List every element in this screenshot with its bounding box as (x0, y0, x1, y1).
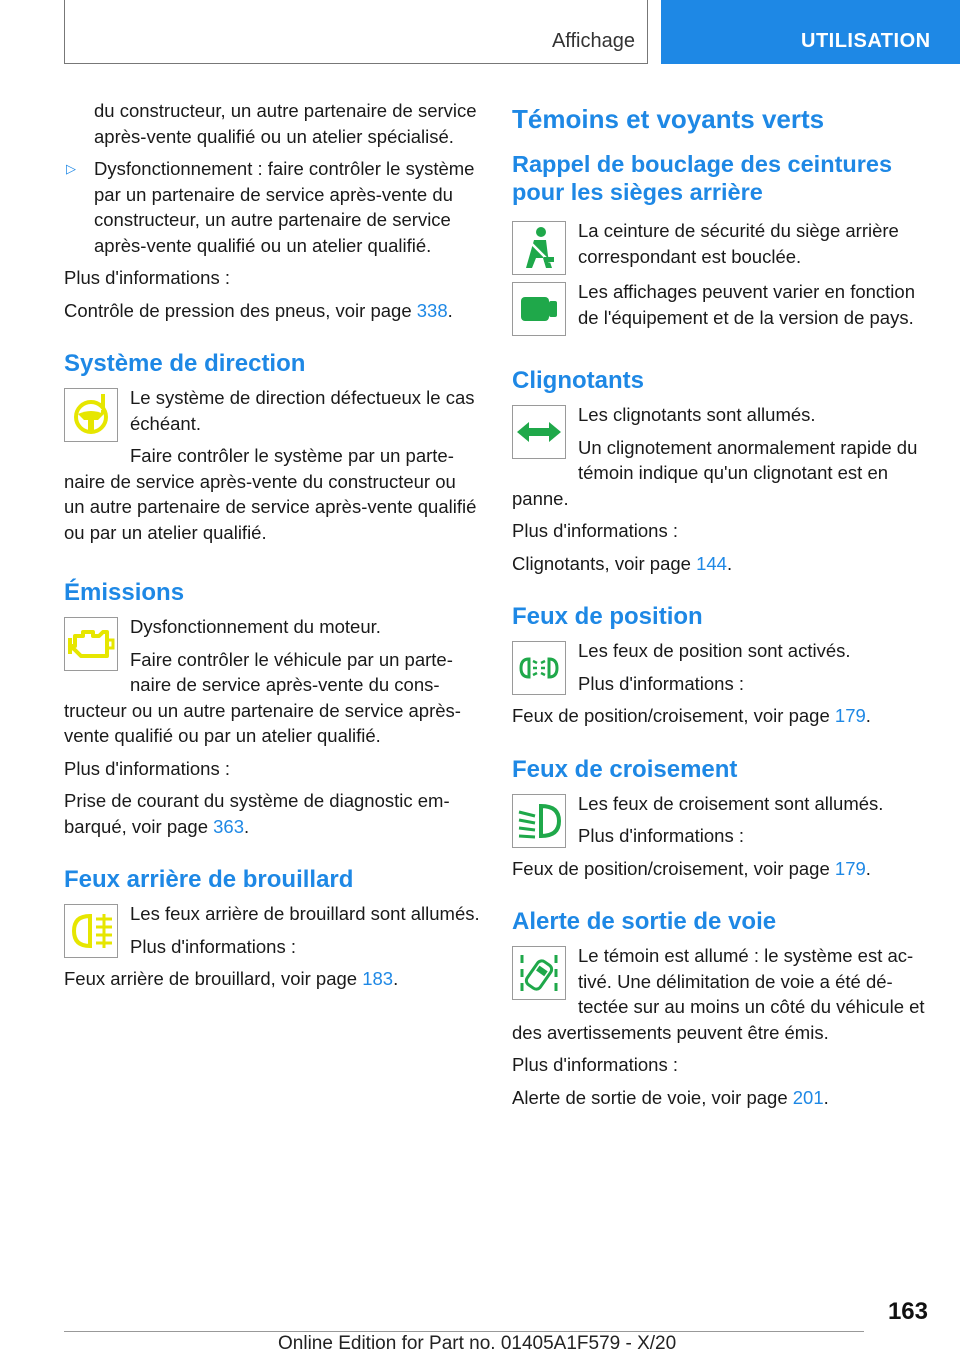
engine-check-icon (64, 617, 118, 671)
page-number: 163 (887, 1298, 928, 1325)
lane-departure-text-1: Le témoin est allumé : le système est activé. Une délimitation de voie a été détectée sur au moins un côté du véhicule et des avertissements peuvent être émis. (512, 945, 925, 1043)
footer-divider (64, 1331, 864, 1332)
turn-signal-text-1: Les clignotants sont allumés. (578, 404, 816, 425)
emissions-section (64, 578, 480, 839)
emissions-title: Émissions (64, 579, 185, 606)
low-beam-title: Feux de croisement (512, 755, 738, 783)
position-lights-section (512, 602, 928, 729)
header-section-title: Affichage (551, 30, 635, 52)
seatbelt-icon (512, 221, 566, 275)
position-lights-ref: Feux de position/croisement, voir page 179. (512, 705, 871, 726)
right-column (512, 102, 928, 1117)
position-lights-more-info: Plus d'informations : (578, 672, 744, 694)
rear-fog-ref: Feux arrière de brouillard, voir page 183. (64, 968, 399, 989)
rear-fog-title: Feux arrière de brouillard (64, 866, 354, 893)
bullet-item (64, 156, 480, 258)
belt-row-2 (512, 279, 928, 340)
left-column (64, 98, 480, 999)
lane-departure-title: Alerte de sortie de voie (512, 908, 777, 935)
emissions-text-2: Faire contrôler le véhicule par un partenaire de service après-vente du constructeur ou un autre partenaire de service après-vente qualifié ou par un atelier qualifié. (64, 648, 461, 746)
turn-signal-page-link[interactable]: 144 (696, 552, 727, 574)
belt-text-2: Les affichages peuvent varier en fonction de l'équipement et de la version de pays. (578, 281, 915, 328)
bullet-text: Dysfonctionnement : faire contrôler le système par un partenaire de service après-vente du constructeur, un autre partenaire de service après-vente qualifié ou un atelier qualifié. (94, 158, 475, 256)
turn-signal-more-info: Plus d'informations : (512, 520, 678, 541)
position-lights-icon (512, 641, 566, 695)
steering-title: Système de direction (64, 350, 306, 377)
low-beam-text-1: Les feux de croisement sont allumés. (578, 792, 884, 814)
lane-departure-icon (512, 946, 566, 1000)
green-indicators-title: Témoins et voyants verts (512, 104, 825, 134)
belt-row-1 (512, 218, 928, 279)
rear-fog-page-link[interactable]: 183 (362, 968, 394, 989)
emissions-text-1: Dysfonctionnement du moteur. (130, 616, 381, 637)
low-beam-icon (512, 794, 566, 848)
belt-text-1: La ceinture de sécurité du siège arrière correspondant est bouclée. (578, 220, 899, 267)
steering-text-2: Faire contrôler le système par un partenaire de service après-vente du constructeur ou un autre partenaire de service après-vente qualifié ou par un atelier qualifié. (64, 445, 477, 543)
steering-warning-icon (64, 388, 118, 442)
steering-text-1: Le système de direction défectueux le cas échéant. (130, 387, 475, 434)
tire-pressure-page-link[interactable]: 338 (416, 299, 448, 321)
low-beam-ref: Feux de position/croisement, voir page 179. (512, 857, 871, 879)
rear-fog-section (64, 865, 480, 992)
turn-signal-section (512, 366, 928, 576)
turn-signal-icon (512, 405, 566, 459)
position-lights-text-1: Les feux de position sont activés. (578, 640, 851, 661)
belt-status-icon (512, 282, 566, 336)
low-beam-section (512, 755, 928, 882)
rear-fog-light-icon (64, 904, 118, 958)
diagnostic-page-link[interactable]: 363 (213, 815, 245, 837)
turn-signal-title: Clignotants (512, 367, 644, 394)
steering-section (64, 349, 480, 552)
turn-signal-text-2: Un clignotement anormalement rapide du témoin indique qu'un clignotant est en panne. (512, 436, 918, 509)
tire-pressure-ref: Contrôle de pression des pneus, voir page 338. (64, 299, 453, 321)
footer-edition: Online Edition for Part no. 01405A1F579 - X/20 (278, 1333, 677, 1354)
turn-signal-ref: Clignotants, voir page 144. (512, 552, 733, 574)
continuation-text: du constructeur, un autre partenaire de service après-vente qualifié ou un atelier spécialisé. (94, 100, 477, 147)
header-chapter-tab: UTILISATION (661, 0, 960, 64)
position-lights-title: Feux de position (512, 603, 703, 630)
header-section-box (64, 0, 648, 64)
bullet-triangle-icon: ▷ (66, 161, 76, 176)
lane-departure-ref: Alerte de sortie de voie, voir page 201. (512, 1086, 829, 1108)
low-beam-more-info: Plus d'informations : (578, 825, 744, 846)
emissions-more-info: Plus d'informations : (64, 757, 230, 779)
rear-fog-text-1: Les feux arrière de brouillard sont allumés. (130, 903, 480, 924)
lane-departure-more-info: Plus d'informations : (512, 1054, 678, 1075)
lane-departure-page-link[interactable]: 201 (792, 1086, 824, 1108)
position-lights-page-link[interactable]: 179 (834, 705, 866, 726)
rear-fog-more-info: Plus d'informations : (130, 935, 296, 957)
low-beam-page-link[interactable]: 179 (834, 857, 866, 879)
belt-reminder-title: Rappel de bouclage des ceintures pour les sièges arrière (512, 151, 893, 205)
lane-departure-section (512, 907, 928, 1110)
more-info-label: Plus d'informations : (64, 267, 230, 288)
diagnostic-ref: Prise de courant du système de diagnostic embarqué, voir page 363. (64, 790, 450, 837)
